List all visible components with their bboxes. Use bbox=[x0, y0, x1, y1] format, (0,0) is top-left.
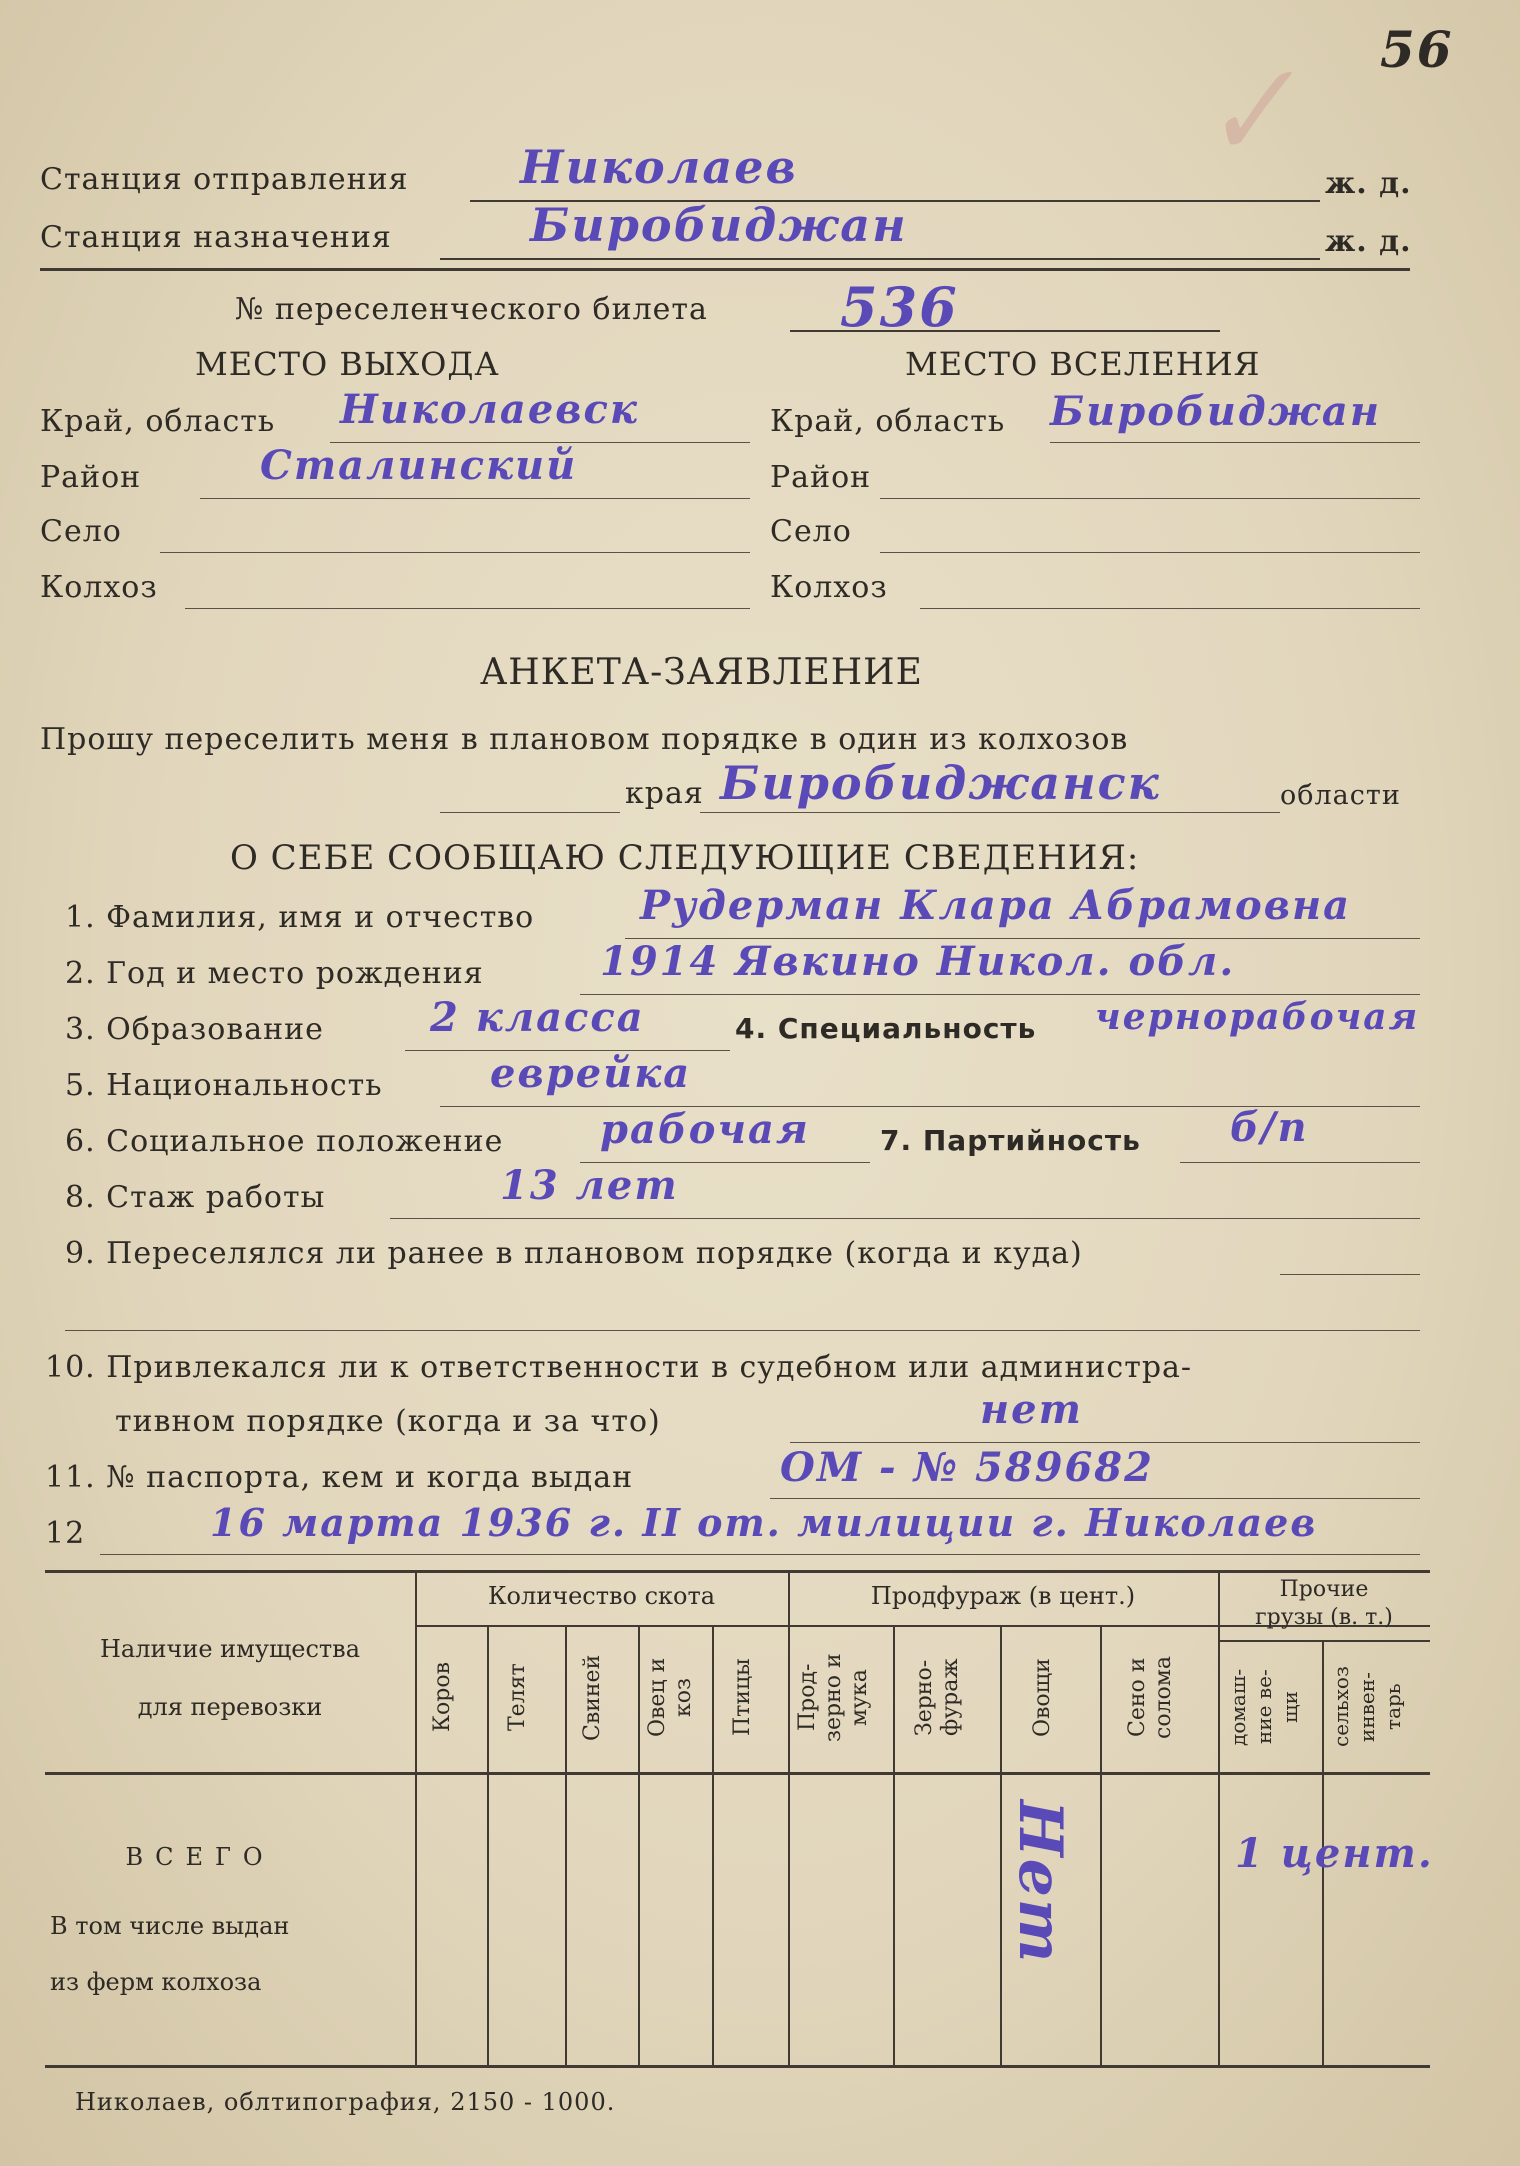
field-12-value: 16 марта 1936 г. II от. милиции г. Николаев bbox=[210, 1500, 1318, 1545]
destination-line bbox=[440, 258, 1320, 260]
field-8-label: 8. Стаж работы bbox=[65, 1180, 326, 1215]
table-vline-5 bbox=[788, 1570, 790, 2065]
dest-district-line bbox=[880, 498, 1420, 499]
field-1-label: 1. Фамилия, имя и отчество bbox=[65, 900, 535, 935]
dest-kolkhoz-label: Колхоз bbox=[770, 570, 888, 605]
footer-imprint: Николаев, облтипография, 2150 - 1000. bbox=[75, 2088, 616, 2116]
table-vline-3 bbox=[638, 1625, 640, 2065]
field-9-extra-line bbox=[65, 1330, 1420, 1331]
kray-blank-line bbox=[440, 812, 620, 813]
col-grain-flour: Прод- зерно и мука bbox=[795, 1653, 872, 1742]
group-livestock: Количество скота bbox=[487, 1582, 716, 1610]
origin-region-value: Николаевск bbox=[340, 386, 639, 433]
field-10-label-2: тивном порядке (когда и за что) bbox=[115, 1404, 661, 1439]
destination-value: Биробиджан bbox=[530, 198, 908, 252]
origin-kolkhoz-line bbox=[185, 608, 750, 609]
dest-kolkhoz-line bbox=[920, 608, 1420, 609]
field-4-label: 4. Специальность bbox=[735, 1012, 1037, 1045]
section-title: О СЕБЕ СООБЩАЮ СЛЕДУЮЩИЕ СВЕДЕНИЯ: bbox=[230, 838, 1140, 878]
field-7-line bbox=[1180, 1162, 1420, 1163]
request-line: Прошу переселить меня в плановом порядке в один из колхозов bbox=[40, 722, 1129, 757]
col-farm-tools: сельхоз инвен- тарь bbox=[1329, 1666, 1405, 1748]
table-bottom-rule bbox=[45, 2065, 1430, 2068]
field-5-label: 5. Национальность bbox=[65, 1068, 383, 1103]
property-header: Наличие имущества для перевозки bbox=[99, 1635, 360, 1721]
destination-rail-suffix: ж. д. bbox=[1325, 224, 1412, 259]
field-7-label: 7. Партийность bbox=[880, 1124, 1141, 1157]
col-hay-straw: Сено и солома bbox=[1125, 1656, 1176, 1740]
table-other-rule bbox=[1218, 1640, 1430, 1642]
field-9-label: 9. Переселялся ли ранее в плановом порядке (когда и куда) bbox=[65, 1236, 1083, 1271]
table-vline-2 bbox=[565, 1625, 567, 2065]
dest-region-line bbox=[1050, 442, 1420, 443]
page-number: 56 bbox=[1380, 20, 1454, 79]
field-3-label: 3. Образование bbox=[65, 1012, 324, 1047]
table-vline-7 bbox=[1000, 1625, 1002, 2065]
table-vline-4 bbox=[712, 1625, 714, 2065]
field-2-value: 1914 Явкино Никол. обл. bbox=[600, 938, 1236, 985]
field-4-value: чернорабочая bbox=[1095, 996, 1420, 1038]
table-vline-9 bbox=[1218, 1570, 1220, 2065]
table-hw-vertical: Нет bbox=[1005, 1800, 1075, 1965]
dest-region-value: Биробиджан bbox=[1050, 388, 1381, 435]
dest-title: МЕСТО ВСЕЛЕНИЯ bbox=[905, 345, 1261, 383]
col-feed-grain: Зерно- фураж bbox=[912, 1658, 963, 1737]
dest-village-label: Село bbox=[770, 514, 852, 549]
col-poultry: Птицы bbox=[730, 1658, 755, 1737]
field-5-value: еврейка bbox=[490, 1050, 692, 1097]
faded-stamp: ✓ bbox=[1188, 37, 1308, 189]
row-total-label: ВСЕГО bbox=[125, 1843, 275, 1871]
field-10-label-1: 10. Привлекался ли к ответственности в судебном или администра- bbox=[45, 1350, 1193, 1385]
destination-label: Станция назначения bbox=[40, 220, 392, 255]
field-10-line bbox=[790, 1442, 1420, 1443]
field-10-value: нет bbox=[980, 1386, 1083, 1433]
table-header-rule bbox=[45, 1772, 1430, 1775]
field-6-value: рабочая bbox=[600, 1106, 810, 1153]
departure-rail-suffix: ж. д. bbox=[1325, 166, 1412, 201]
col-vegetables: Овощи bbox=[1030, 1658, 1055, 1737]
table-vline-8 bbox=[1100, 1625, 1102, 2065]
ticket-value: 536 bbox=[840, 275, 959, 339]
kray-value: Биробиджанск bbox=[720, 756, 1161, 810]
group-other: Прочие грузы (в. т.) bbox=[1255, 1577, 1393, 1630]
table-vline-6 bbox=[893, 1625, 895, 2065]
origin-district-line bbox=[200, 498, 750, 499]
col-calves: Телят bbox=[505, 1663, 530, 1732]
table-hw-value: 1 цент. bbox=[1235, 1830, 1434, 1877]
group-feed: Продфураж (в цент.) bbox=[870, 1582, 1136, 1610]
form-title: АНКЕТА-ЗАЯВЛЕНИЕ bbox=[480, 652, 923, 693]
table-vline-0 bbox=[415, 1570, 417, 2065]
field-9-line bbox=[1280, 1274, 1420, 1275]
oblast-label: области bbox=[1280, 780, 1401, 811]
origin-village-line bbox=[160, 552, 750, 553]
field-8-line bbox=[390, 1218, 1420, 1219]
origin-region-label: Край, область bbox=[40, 404, 276, 439]
departure-value: Николаев bbox=[520, 140, 798, 194]
field-7-value: б/п bbox=[1230, 1104, 1309, 1151]
field-11-line bbox=[770, 1498, 1420, 1499]
table-vline-1 bbox=[487, 1625, 489, 2065]
origin-district-label: Район bbox=[40, 460, 142, 495]
table-top-rule bbox=[45, 1570, 1430, 1573]
field-3-value: 2 класса bbox=[430, 994, 645, 1041]
row-including-label: В том числе выдан из ферм колхоза bbox=[50, 1912, 290, 1996]
ticket-label: № переселенческого билета bbox=[235, 292, 708, 327]
col-sheep-goats: Овец и коз bbox=[645, 1657, 696, 1738]
col-pigs: Свиней bbox=[580, 1654, 605, 1741]
field-11-label: 11. № паспорта, кем и когда выдан bbox=[45, 1460, 634, 1495]
origin-district-value: Сталинский bbox=[260, 442, 578, 489]
departure-label: Станция отправления bbox=[40, 162, 409, 197]
origin-village-label: Село bbox=[40, 514, 122, 549]
field-6-label: 6. Социальное положение bbox=[65, 1124, 504, 1159]
field-2-label: 2. Год и место рождения bbox=[65, 956, 484, 991]
col-household: домаш- ние ве- щи bbox=[1226, 1668, 1302, 1746]
origin-title: МЕСТО ВЫХОДА bbox=[195, 345, 500, 383]
field-8-value: 13 лет bbox=[500, 1162, 679, 1209]
kray-label: края bbox=[625, 776, 704, 811]
field-2-line bbox=[580, 994, 1420, 995]
field-12-line bbox=[100, 1554, 1420, 1555]
kray-line bbox=[700, 812, 1280, 813]
origin-kolkhoz-label: Колхоз bbox=[40, 570, 158, 605]
field-1-value: Рудерман Клара Абрамовна bbox=[640, 882, 1352, 929]
field-12-number: 12 bbox=[45, 1516, 86, 1551]
dest-village-line bbox=[880, 552, 1420, 553]
header-rule bbox=[40, 268, 1410, 271]
dest-region-label: Край, область bbox=[770, 404, 1006, 439]
dest-district-label: Район bbox=[770, 460, 872, 495]
col-cows: Коров bbox=[430, 1662, 455, 1733]
field-11-value: ОМ - № 589682 bbox=[780, 1444, 1154, 1491]
